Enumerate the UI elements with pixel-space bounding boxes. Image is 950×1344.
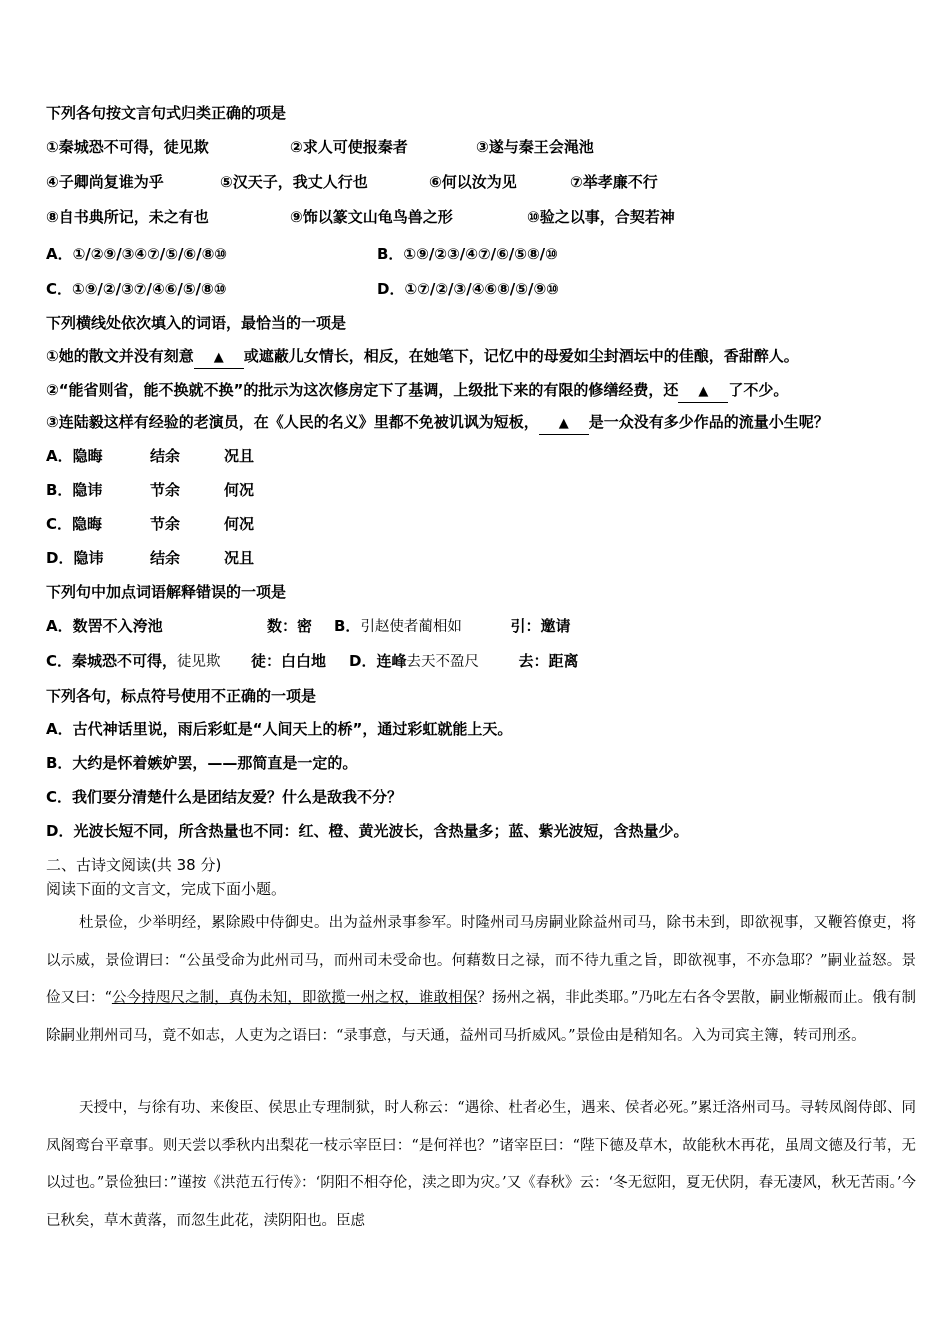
sentence-item: ⑧自书典所记，未之有也 <box>46 208 209 226</box>
answer-blank <box>194 346 244 369</box>
answer-blank <box>539 412 589 435</box>
punct-option-a[interactable]: A．古代神话里说，雨后彩虹是“人间天上的桥”，通过彩虹就能上天。 <box>46 720 513 738</box>
triangle-icon: ▲ <box>213 350 224 365</box>
question-title-fill-blank: 下列横线处依次填入的词语，最恰当的一项是 <box>46 314 347 332</box>
sentence-item: ⑤汉天子，我丈人行也 <box>220 173 368 191</box>
option-c[interactable]: C．秦城恐不可得， <box>46 652 178 670</box>
triangle-icon: ▲ <box>698 384 709 399</box>
sentence-text: 是一众没有多少作品的流量小生呢？ <box>588 413 829 431</box>
sentence-item: ①秦城恐不可得，徒见欺 <box>46 138 209 156</box>
option-word: D．隐讳 <box>46 549 104 567</box>
option-b-label[interactable]: B． <box>334 617 361 635</box>
sentence-item: ⑨饰以篆文山龟鸟兽之形 <box>290 208 453 226</box>
fill-sentence-2 <box>46 380 788 403</box>
option-word: 况且 <box>224 549 255 567</box>
option-word: 结余 <box>150 447 181 465</box>
option-a[interactable]: A．①/②⑨/③④⑦/⑤/⑥/⑧⑩ <box>46 245 228 263</box>
option-a-explanation: 数：密 <box>267 617 313 635</box>
sentence-item: ⑩验之以事，合契若神 <box>527 208 675 226</box>
fill-sentence-1 <box>46 346 799 369</box>
sentence-text: 了不少。 <box>728 381 789 399</box>
sentence-item: ④子卿尚复谁为乎 <box>46 173 164 191</box>
fill-option-b[interactable] <box>46 480 254 500</box>
option-c-explanation: 徒：白白地 <box>251 652 327 670</box>
punct-option-b[interactable]: B．大约是怀着嫉妒罢，——那简直是一定的。 <box>46 754 358 772</box>
question-title-word-meaning: 下列句中加点词语解释错误的一项是 <box>46 583 287 601</box>
sentence-row-2 <box>46 172 658 192</box>
option-c-phrase: 徒见欺 <box>177 654 221 670</box>
punct-option-d[interactable]: D．光波长短不同，所含热量也不同：红、橙、黄光波长，含热量多；蓝、紫光波短，含热量少。 <box>46 822 689 840</box>
sentence-text: ②“能省则省，能不换就不换”的批示为这次修房定下了基调，上级批下来的有限的修缮经费，还 <box>46 381 679 399</box>
option-a[interactable]: A．数罟不入洿池 <box>46 617 163 635</box>
option-b[interactable]: B．①⑨/②③/④⑦/⑥/⑤⑧/⑩ <box>377 245 558 263</box>
option-word: C．隐晦 <box>46 515 103 533</box>
option-d-explanation: 去：距离 <box>518 652 579 670</box>
option-c[interactable]: C．①⑨/②/③⑦/④⑥/⑤/⑧⑩ <box>46 280 227 298</box>
option-word: 节余 <box>150 481 181 499</box>
fill-option-d[interactable] <box>46 548 254 568</box>
passage-paragraph-1 <box>46 905 916 1055</box>
word-options-row-cd <box>46 651 578 672</box>
underlined-sentence: 公今持咫尺之制，真伪未知，即欲揽一州之权，谁敢相保 <box>111 990 478 1006</box>
option-word: 结余 <box>150 549 181 567</box>
punct-option-c[interactable]: C．我们要分清楚什么是团结友爱？什么是敌我不分？ <box>46 788 403 806</box>
option-word: 何况 <box>224 481 255 499</box>
fill-option-c[interactable] <box>46 514 254 534</box>
sentence-item: ②求人可使报秦者 <box>290 138 408 156</box>
sentence-text: ①她的散文并没有刻意 <box>46 347 194 365</box>
option-b-explanation: 引：邀请 <box>510 617 571 635</box>
option-word: 况且 <box>224 447 255 465</box>
question-title-sentence-patterns: 下列各句按文言句式归类正确的项是 <box>46 104 287 122</box>
sentence-row-3 <box>46 207 675 227</box>
passage-text: ？扬州之祸，非此类耶。”乃叱左右各令罢散，嗣业惭赧而止。俄有制除嗣业荆州司马，竟不如志，人吏为之语曰：“录事意，与天通，益州司马折威风。”景俭由是稍知名。入为司宾主簿，转司刑丞。 <box>46 990 916 1044</box>
options-row-cd <box>46 279 559 299</box>
answer-blank <box>678 380 728 403</box>
sentence-text: ③连陆毅这样有经验的老演员，在《人民的名义》里都不免被讥讽为短板， <box>46 413 539 431</box>
option-word: B．隐讳 <box>46 481 103 499</box>
section-heading: 二、古诗文阅读(共 38 分) <box>46 856 222 874</box>
fill-option-a[interactable] <box>46 446 254 466</box>
option-d-phrase: 去天不盈尺 <box>406 654 479 670</box>
option-b-phrase: 引赵使者蔺相如 <box>360 619 462 635</box>
option-word: 节余 <box>150 515 181 533</box>
passage-text: 杜景俭，少举明经，累除殿中侍御史。出为益州录事参军。时隆州司马房嗣业除益州司马，除书未到，即欲视事，又鞭笞僚吏，将以示威，景俭谓曰：“公虽受命为此州司马，而州司未受命也。何藉数日之禄，而不待九重之旨，即欲视事，不亦急耶？”嗣业益怒。景俭又曰：“ <box>46 915 916 1006</box>
sentence-row-1 <box>46 137 594 157</box>
sentence-text: 或遮蔽儿女情长，相反，在她笔下，记忆中的母爱如尘封酒坛中的佳酿，香甜醉人。 <box>243 347 799 365</box>
option-word: A．隐晦 <box>46 447 103 465</box>
sentence-item: ⑥何以汝为见 <box>429 173 517 191</box>
passage-text: 天授中，与徐有功、来俊臣、侯思止专理制狱，时人称云：“遇徐、杜者必生，遇来、侯者必死。”累迁洛州司马。寻转凤阁侍郎、同凤阁鸾台平章事。则天尝以季秋内出梨花一枝示宰臣曰：“是何祥也？”诸宰臣曰：“陛下德及草木，故能秋木再花，虽周文德及行苇，无以过也。”景俭独曰：”谨按《洪范五行传》：‘阴阳不相夺伦，渎之即为灾。’又《春秋》云：‘冬无愆阳，夏无伏阴，春无凄风，秋无苦雨。’今已秋矣，草木黄落，而忽生此花，渎阴阳也。臣虑 <box>46 1100 916 1229</box>
word-options-row-ab <box>46 616 570 637</box>
sentence-item: ③遂与秦王会渑池 <box>476 138 594 156</box>
triangle-icon: ▲ <box>558 416 569 431</box>
passage-paragraph-2 <box>46 1090 916 1240</box>
question-title-punctuation: 下列各句，标点符号使用不正确的一项是 <box>46 687 317 705</box>
sentence-item: ⑦举孝廉不行 <box>570 173 658 191</box>
fill-sentence-3 <box>46 412 829 435</box>
option-d[interactable]: D．①⑦/②/③/④⑥⑧/⑤/⑨⑩ <box>377 280 559 298</box>
option-word: 何况 <box>224 515 255 533</box>
option-d[interactable]: D．连峰 <box>349 652 407 670</box>
options-row-ab <box>46 244 558 264</box>
section-instruction: 阅读下面的文言文，完成下面小题。 <box>46 880 287 898</box>
